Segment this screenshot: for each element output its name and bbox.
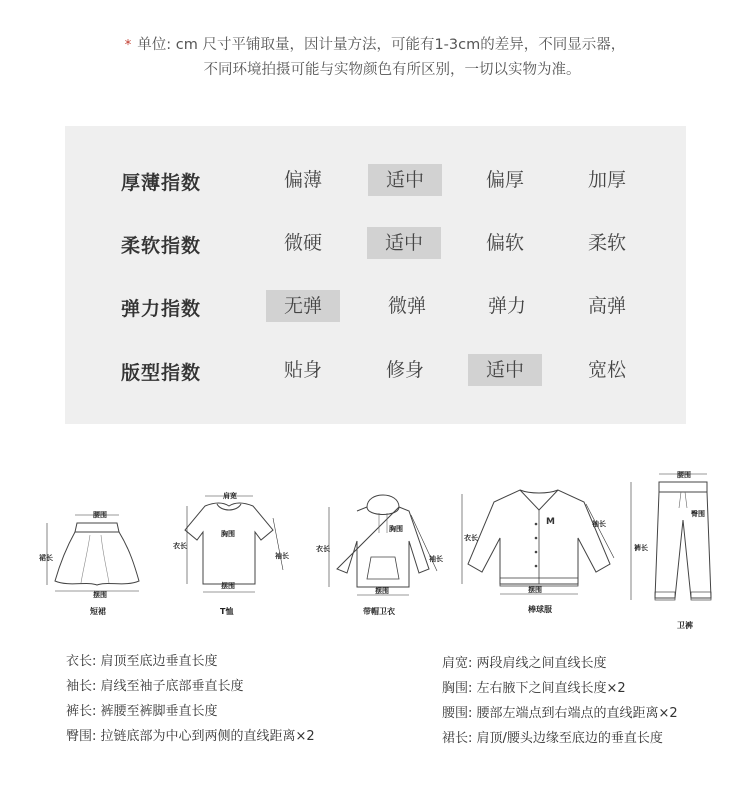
definition-item: 腰围: 腰部左端点到右端点的直线距离×2 [442,706,678,721]
pants-label-waist: 腰围 [677,471,691,479]
index-option: 宽松 [587,359,626,381]
index-row-label: 版型指数 [121,362,202,384]
pants-illustration [625,468,740,613]
garment-name-tshirt: T恤 [220,607,234,616]
pants-label-hip: 臀围 [691,510,705,518]
jacket-diagram [460,480,620,620]
definition-item: 裙长: 肩顶/腰头边缘至底边的垂直长度 [442,731,663,746]
index-row-label: 厚薄指数 [121,172,202,194]
tshirt-label-chest: 胸围 [221,530,235,538]
index-option: 偏薄 [283,169,322,191]
hoodie-diagram [315,485,450,620]
hoodie-label-hem: 摆围 [375,587,389,595]
index-option-selected: 适中 [368,164,442,196]
index-option-selected: 无弹 [266,290,340,322]
jacket-illustration [460,480,620,600]
index-row-label: 柔软指数 [121,235,202,257]
garment-name-hoodie: 带帽卫衣 [363,607,395,616]
jacket-label-length: 衣长 [464,534,478,542]
skirt-label-hem: 摆围 [93,591,107,599]
pants-label-length: 裤长 [634,544,648,552]
hoodie-label-length: 衣长 [316,545,330,553]
tshirt-label-length: 衣长 [173,542,187,550]
fabric-index-panel [65,126,686,424]
tshirt-label-hem: 摆围 [221,582,235,590]
tshirt-label-shoulder: 肩宽 [223,492,237,500]
definition-item: 衣长: 肩顶至底边垂直长度 [66,654,218,669]
hoodie-illustration [315,485,450,600]
jacket-label-hem: 摆围 [528,586,542,594]
index-row-fit [65,354,686,388]
index-row-softness [65,227,686,261]
svg-text:M: M [546,517,555,527]
index-option-selected: 适中 [468,354,542,386]
index-option: 高弹 [587,295,626,317]
definition-item: 裤长: 裤腰至裤脚垂直长度 [66,704,218,719]
skirt-illustration [35,505,150,600]
tshirt-illustration [165,488,295,600]
definition-item: 胸围: 左右腋下之间直线长度×2 [442,681,626,696]
star-mark: * [124,38,132,53]
index-option: 微弹 [387,295,426,317]
definition-item: 肩宽: 两段肩线之间直线长度 [442,656,607,671]
skirt-diagram [35,505,150,620]
definition-item: 臀围: 拉链底部为中心到两侧的直线距离×2 [66,729,315,744]
index-option-selected: 适中 [367,227,441,259]
size-note-line-1 [0,33,750,54]
hoodie-label-chest: 胸围 [389,525,403,533]
jacket-label-sleeve: 袖长 [592,520,606,528]
index-option: 微硬 [283,232,322,254]
skirt-label-waist: 腰围 [93,511,107,519]
index-option: 偏软 [485,232,524,254]
index-option: 贴身 [283,359,322,381]
index-row-elasticity [65,290,686,324]
definition-item: 袖长: 肩线至袖子底部垂直长度 [66,679,244,694]
index-option: 偏厚 [485,169,524,191]
tshirt-label-sleeve: 袖长 [275,552,289,560]
tshirt-diagram [165,488,295,620]
index-option: 弹力 [487,295,526,317]
skirt-label-length: 裙长 [39,554,53,562]
index-option: 修身 [385,359,424,381]
pants-diagram [625,468,740,633]
garment-name-skirt: 短裙 [90,607,106,616]
index-option: 柔软 [587,232,626,254]
note-text-1: 单位: cm 尺寸平铺取量，因计量方法，可能有1-3cm的差异，不同显示器， [137,37,626,53]
garment-name-pants: 卫裤 [677,621,693,630]
hoodie-label-sleeve: 袖长 [429,555,443,563]
garment-name-jacket: 棒球服 [528,605,552,614]
index-option: 加厚 [587,169,626,191]
index-row-label: 弹力指数 [121,298,202,320]
index-row-thickness [65,164,686,198]
size-note-line-2: 不同环境拍摄可能与实物颜色有所区别，一切以实物为准。 [203,62,581,78]
